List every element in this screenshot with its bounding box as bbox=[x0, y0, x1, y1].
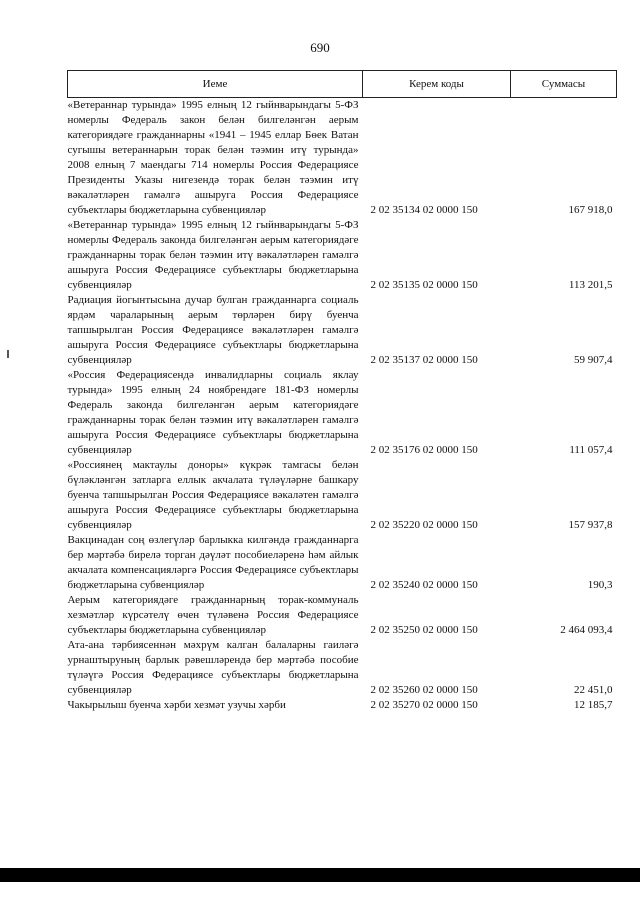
header-name: Иеме bbox=[68, 71, 363, 98]
scan-mark bbox=[7, 350, 9, 358]
row-sum: 22 451,0 bbox=[574, 684, 613, 696]
table-row bbox=[68, 368, 617, 458]
row-sum: 2 464 093,4 bbox=[560, 624, 613, 636]
table-row bbox=[68, 698, 617, 713]
row-code: 2 02 35134 02 0000 150 bbox=[370, 204, 478, 216]
scan-bottom-bar bbox=[0, 868, 640, 882]
row-code: 2 02 35240 02 0000 150 bbox=[370, 579, 478, 591]
row-name: Ата-ана тәрбиясеннән мәхрүм калган балаларны гаиләгә урнаштыруның барлык рәвешләрендә бер мәртәбә пособие түләүгә Россия Федерациясе субъектлары бюджетларына субвенцияләр bbox=[67, 639, 359, 696]
budget-table bbox=[67, 70, 617, 713]
row-sum: 190,3 bbox=[587, 579, 613, 591]
row-name: «Ветераннар турында» 1995 елның 12 гыйнварындагы 5-ФЗ номерлы Федераль законда билгеләнгән аерым категориядәге гражданнарны торак белән тәэмин итү вәкаләтләрен гамәлгә ашыруга Россия Федерациясе субъектлары бюджетларына субвенцияләр bbox=[67, 219, 359, 291]
table-row bbox=[68, 533, 617, 593]
row-name: Чакырылыш буенча хәрби хезмәт узучы хәрби bbox=[67, 699, 286, 711]
table-row bbox=[68, 638, 617, 698]
header-sum: Суммасы bbox=[511, 71, 617, 98]
row-code: 2 02 35137 02 0000 150 bbox=[370, 354, 478, 366]
table-row bbox=[68, 293, 617, 368]
row-name: Аерым категориядәге гражданнарның торак-коммуналь хезмәтләр күрсәтелү өчен түләвенә Россия Федерациясе субъектлары бюджетларына субвенцияләр bbox=[67, 594, 359, 636]
row-code: 2 02 35176 02 0000 150 bbox=[370, 444, 478, 456]
table-row bbox=[68, 593, 617, 638]
row-name: «Россиянең мактаулы доноры» күкрәк тамгасы белән бүләкләнгән затларга еллык акчалата түләүләрне башкару буенча тапшырылган Россия Федерациясе вәкаләтен гамәлгә ашыруга Россия Федерациясе субъектлары бюджетларына субвенцияләр bbox=[67, 459, 359, 531]
row-code: 2 02 35135 02 0000 150 bbox=[370, 279, 478, 291]
table-row bbox=[68, 98, 617, 219]
row-name: Вакцинадан соң өзлегүләр барлыкка килгәндә гражданнарга бер мәртәбә бирелә торган дәүләт пособиеләренә һәм айлык акчалата компенсацияләргә Россия Федерациясе субъектлары бюджетларына субвенцияләр bbox=[67, 534, 359, 591]
row-code: 2 02 35260 02 0000 150 bbox=[370, 684, 478, 696]
row-sum: 111 057,4 bbox=[569, 444, 613, 456]
row-code: 2 02 35270 02 0000 150 bbox=[370, 699, 478, 711]
row-sum: 59 907,4 bbox=[574, 354, 613, 366]
header-code: Керем коды bbox=[363, 71, 511, 98]
row-sum: 12 185,7 bbox=[574, 699, 613, 711]
page-number: 690 bbox=[310, 40, 330, 55]
row-name: Радиация йогынтысына дучар булган гражданнарга социаль ярдәм чараларының аерым төрләрен бирү буенча тапшырылган Россия Федерациясе вәкаләтләрен гамәлгә ашыруга Россия Федерациясе субъектлары бюджетларына субвенцияләр bbox=[67, 294, 359, 366]
row-code: 2 02 35250 02 0000 150 bbox=[370, 624, 478, 636]
row-sum: 113 201,5 bbox=[568, 279, 613, 291]
table-row bbox=[68, 218, 617, 293]
table-header-row bbox=[68, 71, 617, 98]
table-row bbox=[68, 458, 617, 533]
row-code: 2 02 35220 02 0000 150 bbox=[370, 519, 478, 531]
row-sum: 167 918,0 bbox=[568, 204, 613, 216]
row-sum: 157 937,8 bbox=[568, 519, 613, 531]
table-body bbox=[68, 98, 617, 714]
row-name: «Ветераннар турында» 1995 елның 12 гыйнварындагы 5-ФЗ номерлы Федераль закон белән билгеләнгән аерым категориядәге гражданнарны «1941 – 1945 еллар Бөек Ватан сугышы ветераннарын торак белән тәэмин итү турында» 2008 елның 7 маендагы 714 номерлы Россия Федерациясе Президенты Указы нигезендә торак белән тәэмин итү вәкаләтләрен гамәлгә ашыруга Россия Федерациясе субъектлары бюджетларына субвенцияләр bbox=[67, 99, 359, 216]
row-name: «Россия Федерациясендә инвалидларны социаль яклау турында» 1995 елның 24 ноябрендәге 181-ФЗ номерлы Федераль законда билгеләнгән аерым категориядәге гражданнарны торак белән тәэмин итү вәкаләтләрен гамәлгә ашыруга Россия Федерациясе субъектлары бюджетларына субвенцияләр bbox=[67, 369, 359, 456]
